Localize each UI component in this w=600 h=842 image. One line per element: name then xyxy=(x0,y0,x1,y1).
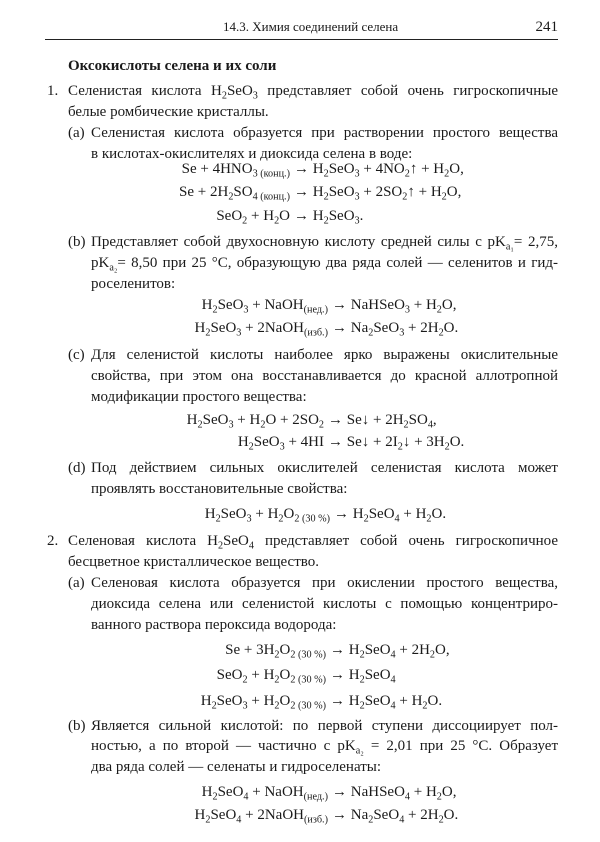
text-segment: SeO xyxy=(373,807,400,823)
text-segment: в кислотах-окислителях и диоксида селена в воде: xyxy=(91,146,413,162)
text-segment: представляет собой очень гигроскопичные xyxy=(257,83,558,99)
text-line xyxy=(91,345,558,365)
subscript: 2 xyxy=(323,168,329,180)
subscript: 3 xyxy=(252,90,258,102)
subscript: 2 xyxy=(205,327,211,339)
text-segment: Se + 3H xyxy=(225,642,275,658)
text-line xyxy=(68,102,269,122)
subscript: 2 xyxy=(242,215,248,227)
subscript: 4 (конц.) xyxy=(252,191,290,203)
subscript: 2 xyxy=(359,649,365,661)
text-segment: H xyxy=(194,320,206,336)
text-segment: + 2NaOH xyxy=(241,320,304,336)
subscript: 2 xyxy=(429,649,436,661)
subscript: 4 xyxy=(394,513,400,525)
text-line xyxy=(91,274,175,294)
text-segment: → H xyxy=(330,693,360,709)
text-line xyxy=(91,366,558,386)
equation xyxy=(0,409,600,431)
text-segment: O xyxy=(279,642,291,658)
subitem-label: (a) xyxy=(68,125,85,141)
text-segment: SeO xyxy=(217,297,244,313)
subscript: 2 xyxy=(368,327,374,339)
text-segment: ↑ + H xyxy=(407,184,442,200)
equation-lhs xyxy=(202,781,328,803)
equation-rhs xyxy=(332,317,458,339)
text-segment: → H xyxy=(334,506,364,522)
text-line xyxy=(91,736,558,756)
equation-rhs xyxy=(294,158,464,180)
subscript: 2 xyxy=(323,191,329,203)
subscript: 3 (конц.) xyxy=(252,168,290,180)
text-segment: → H xyxy=(330,667,360,683)
text-segment: + H xyxy=(251,506,279,522)
equation-rhs xyxy=(330,639,450,661)
text-segment: O, xyxy=(435,642,450,658)
text-segment: + H xyxy=(410,784,437,800)
equation xyxy=(0,804,600,826)
subscript: 2 xyxy=(248,441,254,453)
equation-rhs xyxy=(330,690,442,712)
text-segment: Является сильной кислотой: по первой ступени диссоциирует пол- xyxy=(91,718,558,734)
equation-lhs xyxy=(216,205,290,227)
subscript: 2 xyxy=(359,674,365,686)
text-segment: SeO xyxy=(364,693,391,709)
text-line xyxy=(91,615,336,635)
text-segment: Селенистая кислота образуется при растворении простого вещества xyxy=(91,125,558,141)
subscript: 2 xyxy=(444,168,450,180)
subscript: 2 xyxy=(402,191,408,203)
equation xyxy=(0,664,600,686)
text-segment: O + 2SO xyxy=(265,412,319,428)
subscript: 2 xyxy=(441,191,447,203)
text-line xyxy=(91,479,347,499)
equation-lhs xyxy=(217,664,326,686)
text-segment: H xyxy=(200,693,212,709)
subscript: 3 xyxy=(354,168,360,180)
subscript: 2 xyxy=(422,700,428,712)
subscript: 2 xyxy=(197,419,203,431)
subscript: 2 xyxy=(426,513,432,525)
text-segment: H xyxy=(237,434,249,450)
text-segment: + H xyxy=(233,412,261,428)
running-header-section: 14.3. Химия соединений селена xyxy=(223,19,399,34)
text-segment: модификации простого вещества: xyxy=(91,389,307,405)
item-number: 1. xyxy=(47,83,59,99)
subitem-label: (b) xyxy=(68,718,86,734)
text-segment: SeO xyxy=(253,434,280,450)
equation-lhs xyxy=(202,294,328,316)
subscript: a₁ xyxy=(505,241,514,253)
text-segment: SeO xyxy=(368,506,395,522)
subscript: 2 xyxy=(205,814,211,826)
text-segment: O. xyxy=(431,506,447,522)
subitem-label: (b) xyxy=(68,234,86,250)
text-line xyxy=(68,81,558,101)
subscript: 2 xyxy=(212,304,218,316)
text-segment: H xyxy=(204,506,216,522)
text-segment: SeO xyxy=(210,320,237,336)
equation-lhs xyxy=(238,431,324,453)
text-segment: SeO xyxy=(328,161,355,177)
text-segment: O. xyxy=(443,320,459,336)
equation-lhs xyxy=(195,317,329,339)
text-segment: , xyxy=(432,412,437,428)
text-segment: H xyxy=(201,297,213,313)
text-segment: Se + 2H xyxy=(179,184,229,200)
equation xyxy=(0,503,600,525)
text-segment: → H xyxy=(330,642,360,658)
subscript: 2 xyxy=(217,540,224,552)
subscript: 2 xyxy=(397,441,403,453)
text-line xyxy=(91,232,558,252)
text-segment: + 2SO xyxy=(359,184,403,200)
subscript: 2 xyxy=(444,441,450,453)
text-segment: → H xyxy=(294,208,324,224)
text-segment: Se + 4HNO xyxy=(181,161,253,177)
equation xyxy=(0,181,600,203)
equation-lhs xyxy=(179,181,290,203)
subscript: 4 xyxy=(399,814,405,826)
subitem-label: (a) xyxy=(68,575,85,591)
text-segment: ↑ + H xyxy=(409,161,445,177)
subitem-label: (d) xyxy=(68,460,86,476)
text-line xyxy=(91,253,558,273)
subscript: 2 xyxy=(212,791,218,803)
subscript: 4 xyxy=(427,419,433,431)
text-segment: pK xyxy=(91,255,110,271)
subscript: a₂ xyxy=(109,262,118,274)
text-segment: + 2H xyxy=(404,807,439,823)
subscript: 2 xyxy=(363,513,369,525)
subitem-label: (c) xyxy=(68,347,85,363)
subscript: (нед.) xyxy=(303,791,328,803)
subscript: 2 xyxy=(436,304,442,316)
equation-rhs xyxy=(328,409,437,431)
text-segment: O. xyxy=(427,693,443,709)
equation xyxy=(0,781,600,803)
text-segment: H xyxy=(186,412,198,428)
subscript: 2 xyxy=(211,700,217,712)
equation xyxy=(0,294,600,316)
text-line xyxy=(68,552,319,572)
subscript: 3 xyxy=(399,327,405,339)
subscript: (изб.) xyxy=(304,814,328,826)
text-segment: H xyxy=(194,807,206,823)
subscript: 3 xyxy=(242,700,248,712)
subscript: 2 xyxy=(228,191,234,203)
subscript: 4 xyxy=(404,791,410,803)
text-segment: = 2,01 при 25 °C. Образует xyxy=(363,738,559,754)
text-segment: + 4HI xyxy=(284,434,324,450)
equation xyxy=(0,205,600,227)
text-segment: SeO xyxy=(216,208,243,224)
text-segment: + NaOH xyxy=(248,297,304,313)
text-segment: + H xyxy=(247,693,275,709)
text-segment: → H xyxy=(294,161,324,177)
item-number: 2. xyxy=(47,533,59,549)
text-segment: SeO xyxy=(216,667,243,683)
text-segment: + H xyxy=(247,667,275,683)
text-segment: диоксида селена или селенистой кислоты с помощью концентриро- xyxy=(91,596,558,612)
equation-lhs xyxy=(195,804,329,826)
subscript: 3 xyxy=(354,191,360,203)
text-segment: + H xyxy=(395,693,423,709)
subscript: 2 xyxy=(242,674,248,686)
text-segment: O xyxy=(283,506,295,522)
text-segment: SeO xyxy=(216,693,243,709)
text-segment: → H xyxy=(294,184,324,200)
text-segment: Под действием сильных окислителей селенистая кислота может xyxy=(91,460,558,476)
text-segment: ↓ + 3H xyxy=(402,434,445,450)
text-segment: + H xyxy=(399,506,427,522)
text-segment: O, xyxy=(446,184,462,200)
subscript: 3 xyxy=(354,215,360,227)
equation-lhs xyxy=(187,409,324,431)
subscript: 3 xyxy=(246,513,252,525)
subscript: 4 xyxy=(236,814,242,826)
subscript: 2 xyxy=(278,513,284,525)
equation-rhs xyxy=(330,664,396,686)
subscript: 2 xyxy=(438,814,444,826)
subscript: 2 (30 %) xyxy=(294,513,330,525)
equation-rhs xyxy=(294,181,461,203)
text-segment: O, xyxy=(449,161,464,177)
equation xyxy=(0,431,600,453)
text-segment: O xyxy=(279,693,291,709)
subscript: 3 xyxy=(236,327,242,339)
subscript: (нед.) xyxy=(303,304,328,316)
text-segment: + H xyxy=(410,297,437,313)
subscript: 2 xyxy=(403,419,409,431)
text-segment: H xyxy=(201,784,213,800)
text-segment: O, xyxy=(441,297,457,313)
text-segment: проявлять восстановительные свойства: xyxy=(91,481,348,497)
text-segment: → Se↓ + 2I xyxy=(328,434,398,450)
text-segment: + NaOH xyxy=(248,784,304,800)
equation xyxy=(0,158,600,180)
text-segment: Селеновая кислота образуется при окислении простого вещества, xyxy=(91,575,558,591)
subscript: 2 xyxy=(260,419,266,431)
text-segment: O. xyxy=(443,807,459,823)
subscript: 2 (30 %) xyxy=(290,700,326,712)
text-segment: SeO xyxy=(202,412,229,428)
section-heading: Оксокислоты селена и их соли xyxy=(68,58,277,74)
page-number: 241 xyxy=(535,19,558,35)
text-segment: O xyxy=(279,667,291,683)
text-line xyxy=(91,458,558,478)
subscript: 3 xyxy=(228,419,234,431)
text-segment: → Na xyxy=(332,320,369,336)
text-segment: SeO xyxy=(220,506,247,522)
text-segment: два ряда солей — селенаты и гидроселенаты: xyxy=(91,759,382,775)
equation-lhs xyxy=(201,690,326,712)
text-line xyxy=(91,716,558,736)
header-rule xyxy=(45,39,558,40)
text-line xyxy=(91,123,558,143)
text-segment: SeO xyxy=(226,83,253,99)
text-line xyxy=(68,531,558,551)
text-segment: представляет собой очень гигроскопичное xyxy=(253,533,558,549)
text-segment: Для селенистой кислоты наиболее ярко выражены окислительные xyxy=(91,347,558,363)
text-segment: SeO xyxy=(373,320,400,336)
text-segment: SO xyxy=(408,412,428,428)
text-segment: O xyxy=(279,208,290,224)
subscript: 2 xyxy=(215,513,221,525)
text-segment: SeO xyxy=(364,642,391,658)
text-segment: роселенитов: xyxy=(91,276,176,292)
subscript: 2 xyxy=(274,674,280,686)
text-segment: SeO xyxy=(364,667,391,683)
equation-lhs xyxy=(225,639,326,661)
subscript: 2 xyxy=(221,90,227,102)
subscript: 2 xyxy=(274,215,280,227)
subscript: 3 xyxy=(279,441,285,453)
text-segment: + 2H xyxy=(404,320,439,336)
text-segment: = 2,75, xyxy=(513,234,558,250)
subscript: 4 xyxy=(390,700,396,712)
text-segment: Селенистая кислота H xyxy=(68,83,222,99)
subscript: (изб.) xyxy=(304,327,328,339)
equation-lhs xyxy=(182,158,290,180)
equation xyxy=(0,317,600,339)
text-line xyxy=(91,757,381,777)
text-segment: Представляет собой двухосновную кислоту средней силы с pK xyxy=(91,234,506,250)
subscript: 4 xyxy=(390,674,396,686)
text-line xyxy=(91,573,558,593)
text-segment: белые ромбические кристаллы. xyxy=(68,104,269,120)
equation-lhs xyxy=(205,503,330,525)
text-segment: + 2H xyxy=(395,642,430,658)
text-segment: ванного раствора пероксида водорода: xyxy=(91,617,337,633)
subscript: 2 xyxy=(359,700,365,712)
equation xyxy=(0,639,600,661)
subscript: 4 xyxy=(248,540,254,552)
text-segment: → Na xyxy=(332,807,369,823)
subscript: 2 xyxy=(274,700,280,712)
equation-rhs xyxy=(332,804,458,826)
subscript: 4 xyxy=(243,791,249,803)
text-segment: + H xyxy=(247,208,275,224)
text-segment: → Se↓ + 2H xyxy=(328,412,404,428)
text-segment: → NaHSeO xyxy=(332,297,405,313)
text-segment: SeO xyxy=(217,784,244,800)
text-segment: SeO xyxy=(223,533,249,549)
subscript: 2 (30 %) xyxy=(290,674,326,686)
text-segment: + 4NO xyxy=(359,161,405,177)
subscript: 3 xyxy=(243,304,249,316)
text-segment: = 8,50 при 25 °C, образующую два ряда солей — селенитов и гид- xyxy=(117,255,558,271)
subscript: 2 (30 %) xyxy=(290,649,326,661)
subscript: 2 xyxy=(318,419,324,431)
text-segment: свойства, при этом она восстанавливается до красной аллотропной xyxy=(91,368,558,384)
text-line xyxy=(91,387,307,407)
subscript: 2 xyxy=(436,791,442,803)
text-segment: . xyxy=(359,208,364,224)
text-segment: SeO xyxy=(328,208,355,224)
text-segment: + 2NaOH xyxy=(241,807,304,823)
subscript: 2 xyxy=(368,814,374,826)
text-segment: бесцветное кристаллическое вещество. xyxy=(68,554,320,570)
subscript: a₂ xyxy=(355,745,364,757)
text-segment: SeO xyxy=(328,184,355,200)
text-segment: Селеновая кислота H xyxy=(68,533,218,549)
equation-rhs xyxy=(294,205,363,227)
equation xyxy=(0,690,600,712)
text-segment: O. xyxy=(449,434,465,450)
text-segment: O, xyxy=(441,784,457,800)
text-segment: SO xyxy=(233,184,253,200)
subscript: 2 xyxy=(404,168,410,180)
subscript: 2 xyxy=(323,215,329,227)
text-segment: ностью, а по второй — частично с pK xyxy=(91,738,356,754)
text-line xyxy=(91,594,558,614)
subscript: 3 xyxy=(404,304,410,316)
text-segment: SeO xyxy=(210,807,237,823)
equation-rhs xyxy=(332,781,456,803)
equation-rhs xyxy=(332,294,456,316)
subscript: 4 xyxy=(390,649,396,661)
subscript: 2 xyxy=(274,649,280,661)
subscript: 2 xyxy=(438,327,444,339)
text-segment: → NaHSeO xyxy=(332,784,405,800)
equation-rhs xyxy=(328,431,464,453)
equation-rhs xyxy=(334,503,446,525)
